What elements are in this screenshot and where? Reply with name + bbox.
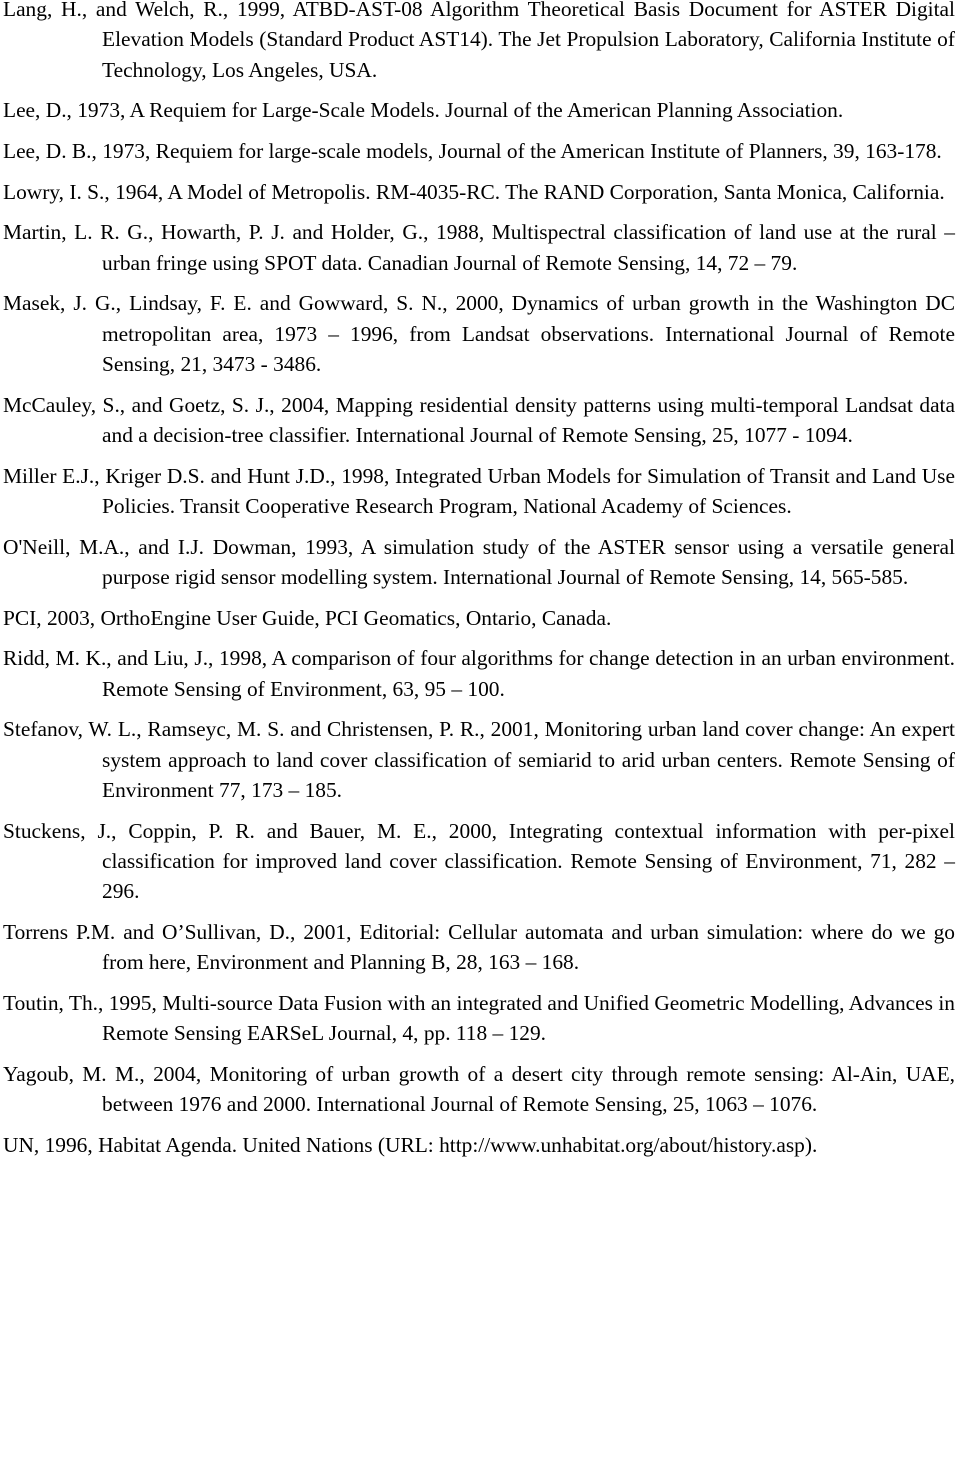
reference-entry: Stefanov, W. L., Ramseyc, M. S. and Christensen, P. R., 2001, Monitoring urban land cover change: An expert system approach to land cover classification of semiarid to arid urban centers. Remote Sensing of Environment 77, 173 – 185.	[3, 717, 955, 802]
reference-entry: Lowry, I. S., 1964, A Model of Metropolis. RM-4035-RC. The RAND Corporation, Santa Monica, California.	[3, 179, 945, 204]
reference-entry: Lee, D. B., 1973, Requiem for large-scale models, Journal of the American Institute of Planners, 39, 163-178.	[3, 139, 942, 163]
reference-entry: Ridd, M. K., and Liu, J., 1998, A comparison of four algorithms for change detection in an urban environment. Remote Sensing of Environment, 63, 95 – 100.	[3, 646, 955, 701]
reference-entry: PCI, 2003, OrthoEngine User Guide, PCI Geomatics, Ontario, Canada.	[3, 605, 612, 630]
reference-entry: Torrens P.M. and O’Sullivan, D., 2001, Editorial: Cellular automata and urban simulation: where do we go from here, Environment and Planning B, 28, 163 – 168.	[3, 920, 955, 975]
reference-entry: Toutin, Th., 1995, Multi-source Data Fusion with an integrated and Unified Geometric Modelling, Advances in Remote Sensing EARSeL Journal, 4, pp. 118 – 129.	[3, 991, 955, 1046]
reference-entry: McCauley, S., and Goetz, S. J., 2004, Mapping residential density patterns using multi-temporal Landsat data and a decision-tree classifier. International Journal of Remote Sensing, 25, 1077 - 1094.	[3, 392, 955, 447]
reference-entry: Martin, L. R. G., Howarth, P. J. and Holder, G., 1988, Multispectral classification of land use at the rural – urban fringe using SPOT data. Canadian Journal of Remote Sensing, 14, 72 – 79.	[3, 220, 955, 275]
reference-entry: O'Neill, M.A., and I.J. Dowman, 1993, A simulation study of the ASTER sensor using a versatile general purpose rigid sensor modelling system. International Journal of Remote Sensing, 14, 565-585.	[3, 534, 955, 589]
reference-entry: Lee, D., 1973, A Requiem for Large-Scale Models. Journal of the American Planning Association.	[3, 98, 844, 123]
reference-entry: Yagoub, M. M., 2004, Monitoring of urban growth of a desert city through remote sensing: Al-Ain, UAE, between 1976 and 2000. International Journal of Remote Sensing, 25, 1063 – 1076.	[3, 1062, 955, 1117]
reference-entry: Masek, J. G., Lindsay, F. E. and Gowward, S. N., 2000, Dynamics of urban growth in the Washington DC metropolitan area, 1973 – 1996, from Landsat observations. International Journal of Remote Sensing, 21, 3473 - 3486.	[3, 291, 955, 376]
reference-entry: Stuckens, J., Coppin, P. R. and Bauer, M. E., 2000, Integrating contextual information with per-pixel classification for improved land cover classification. Remote Sensing of Environment, 71, 282 – 296.	[3, 818, 955, 904]
reference-entry: Miller E.J., Kriger D.S. and Hunt J.D., 1998, Integrated Urban Models for Simulation of Transit and Land Use Policies. Transit Cooperative Research Program, National Academy of Sciences.	[3, 463, 955, 518]
reference-list	[3, 0, 955, 1171]
reference-entry: UN, 1996, Habitat Agenda. United Nations (URL: http://www.unhabitat.org/about/history.asp).	[3, 1133, 818, 1157]
reference-entry: Lang, H., and Welch, R., 1999, ATBD-AST-08 Algorithm Theoretical Basis Document for ASTER Digital Elevation Models (Standard Product AST14). The Jet Propulsion Laboratory, California Institute of Technology, Los Angeles, USA.	[3, 0, 955, 82]
